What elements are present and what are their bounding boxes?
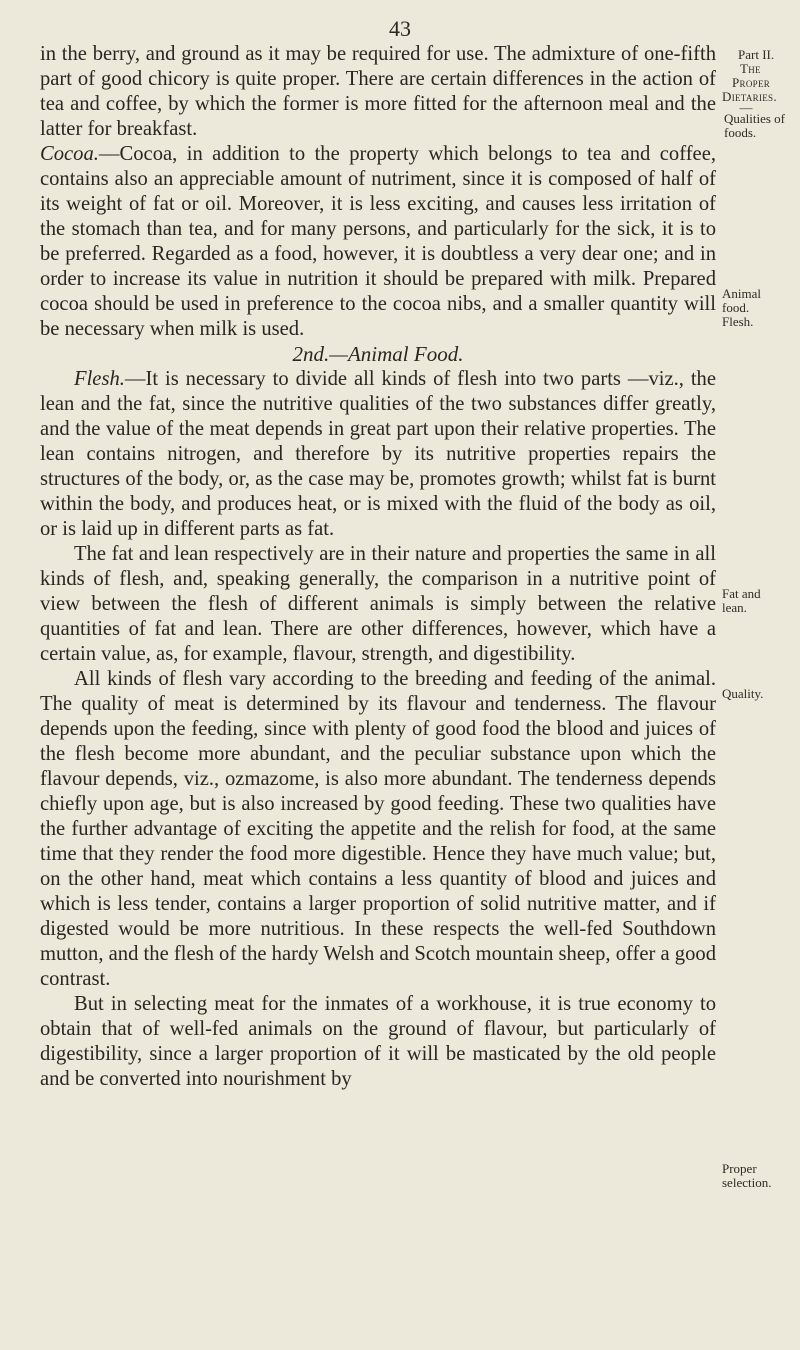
margin-dietaries-label: Dietaries. — [722, 89, 777, 104]
margin-note-animal-food: Animal food. Flesh. — [722, 286, 761, 329]
margin-note-proper-selection: Proper selection. — [722, 1161, 772, 1190]
margin-note-fat-lean: Fat and lean. — [722, 586, 761, 615]
paragraph-selection: But in selecting meat for the inmates of a workhouse, it is true economy to obtain that of well-fed animals on the ground of flavour, but particularly of digestibility, since a larger proportion of it will be masticated by the old people and be converted into nourishment by — [40, 993, 716, 1090]
paragraph-quality: All kinds of flesh vary according to the breeding and feeding of the animal. The quality of meat is determined by its flavour and tenderness. The flavour depends upon the feeding, since with plenty of good food the blood and juices of the flesh become more abundant, and the peculiar substance upon which the flavour depends, viz., ozmazome, is also more abundant. The tenderness depends chiefly upon age, but is also increased by good feeding. These two qualities have the further advantage of exciting the appetite and the relish for food, at the same time that they render the food more digestible. Hence they have much value; but, on the other hand, meat which contains a less quantity of blood and juices and which is less tender, contains a larger proportion of solid nutritive matter, and if digested would be more nutritious. In these respects the well-fed Southdown mutton, and the flesh of the hardy Welsh and Scotch mountain sheep, offer a good contrast. — [40, 668, 716, 990]
margin-proper-label: Proper — [732, 75, 771, 90]
paragraph-cocoa — [40, 142, 716, 342]
margin-the-label: The — [740, 61, 761, 76]
paragraph-tea-coffee: in the berry, and ground as it may be required for use. The admixture of one-fifth part of good chicory is quite proper. There are certain differences in the action of tea and coffee, by which the former is more fitted for the afternoon meal and the latter for breakfast. — [40, 43, 716, 140]
body-text — [40, 42, 716, 1092]
section-heading-animal-food: 2nd.—Animal Food. — [292, 342, 464, 366]
margin-qualities-of-foods: Qualities of foods. — [724, 111, 786, 140]
margin-note-quality: Quality. — [722, 686, 764, 701]
margin-part-label: Part II. — [738, 47, 775, 62]
cocoa-lead: Cocoa. — [40, 143, 99, 165]
margin-dash: — — [739, 100, 753, 115]
flesh-lead: Flesh. — [74, 368, 125, 390]
paragraph-fat-lean: The fat and lean respectively are in their nature and properties the same in all kinds of flesh, and, speaking generally, the comparison in a nutritive point of view between the flesh of different animals is simply between the relative quantities of fat and lean. There are other differences, however, which have a certain value, as, for example, flavour, strength, and digestibility. — [40, 543, 716, 665]
page-number: 43 — [389, 16, 411, 41]
flesh-text: —It is necessary to divide all kinds of flesh into two parts —viz., the lean and the fat, since the nutritive qualities of the two substances differ greatly, and the value of the meat depends in great part upon their relative properties. The lean contains nitrogen, and therefore by its nutritive properties repairs the structures of the body, or, as the case may be, promotes growth; whilst fat is burnt within the body, and produces heat, or is mixed with the fluid of the body as oil, or is laid up in different parts as fat. — [40, 368, 716, 540]
paragraph-flesh — [40, 367, 716, 542]
cocoa-text: —Cocoa, in addition to the property which belongs to tea and coffee, contains also an appreciable amount of nutriment, since it is composed of half of its weight of fat or oil. Moreover, it is less exciting, and causes less irritation of the stomach than tea, and for many persons, and particularly for the sick, it is to be preferred. Regarded as a food, however, it is doubtless a very dear one; and in order to increase its value in nutrition it should be prepared with milk. Prepared cocoa should be used in preference to the cocoa nibs, and a smaller quantity will be necessary when milk is used. — [40, 143, 716, 340]
margin-note-part — [722, 48, 796, 140]
